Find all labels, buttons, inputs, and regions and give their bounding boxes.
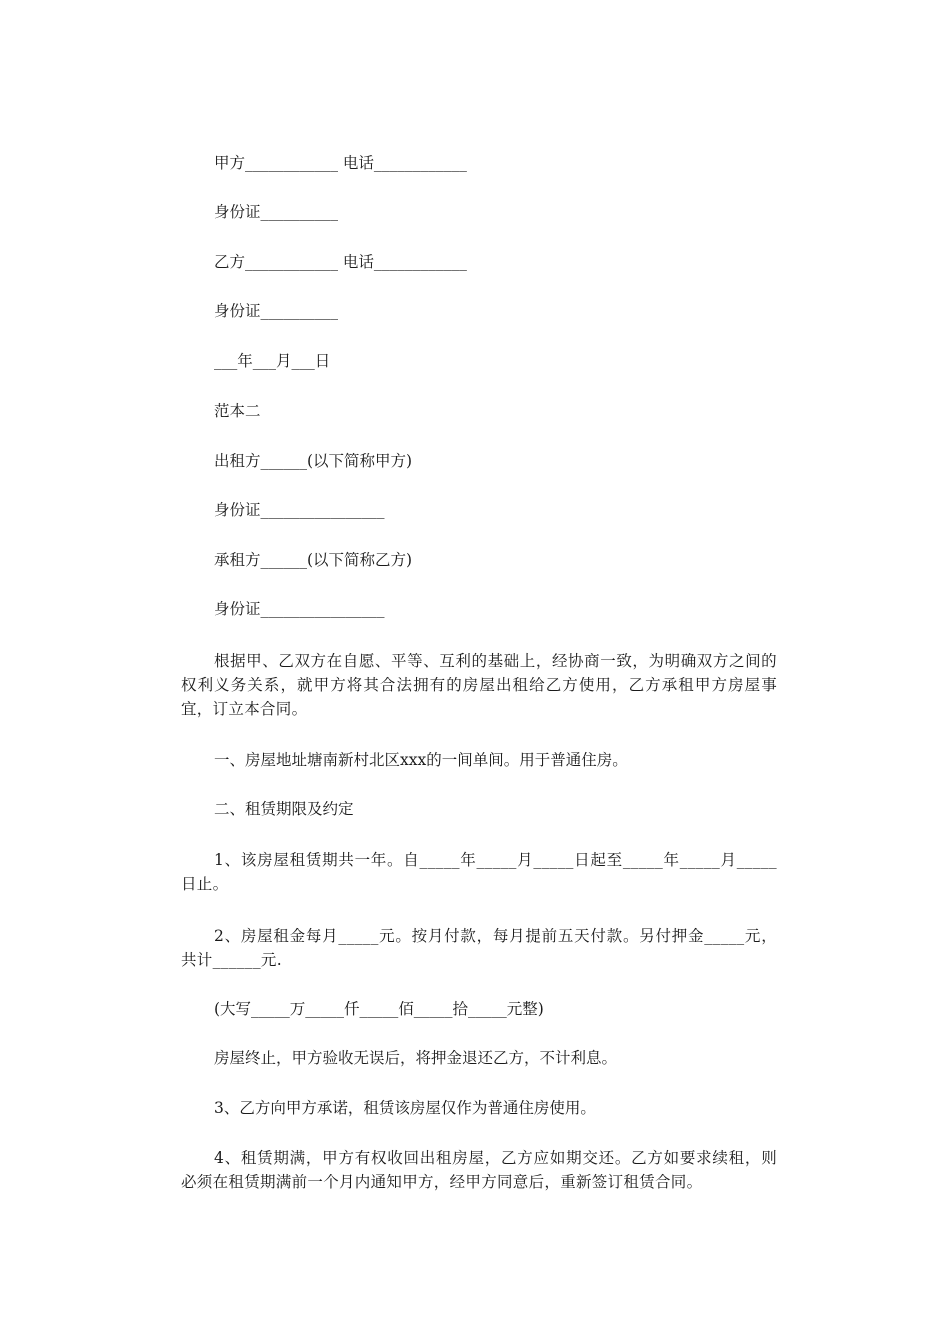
intro-paragraph: 根据甲、乙双方在自愿、平等、互利的基础上，经协商一致，为明确双方之间的权利义务关系，就甲方将其合法拥有的房屋出租给乙方使用，乙方承租甲方房屋事宜，订立本合同。 xyxy=(181,652,777,718)
lessor-line: 出租方______(以下简称甲方) xyxy=(214,452,413,470)
sample-title: 范本二 xyxy=(214,402,261,420)
party-a-id-line: 身份证__________ xyxy=(214,203,339,221)
deposit-return-line: 房屋终止，甲方验收无误后，将押金退还乙方，不计利息。 xyxy=(214,1049,618,1067)
party-a-line: 甲方____________ 电话____________ xyxy=(214,154,467,172)
clause-2-heading: 二、租赁期限及约定 xyxy=(214,800,354,818)
party-b-line: 乙方____________ 电话____________ xyxy=(214,253,467,271)
lessee-id-line: 身份证________________ xyxy=(214,600,385,618)
capital-amount-line: (大写_____万_____仟_____佰_____拾_____元整) xyxy=(214,1000,544,1018)
lessor-id-line: 身份证________________ xyxy=(214,501,385,519)
item-2: 2、房屋租金每月_____元。按月付款，每月提前五天付款。另付押金_____元，共计______元. xyxy=(181,927,777,969)
item-4: 4、租赁期满，甲方有权收回出租房屋，乙方应如期交还。乙方如要求续租，则必须在租赁期满前一个月内通知甲方，经甲方同意后，重新签订租赁合同。 xyxy=(181,1149,777,1191)
party-b-id-line: 身份证__________ xyxy=(214,302,339,320)
item-3: 3、乙方向甲方承诺，租赁该房屋仅作为普通住房使用。 xyxy=(214,1099,596,1117)
date-line: ___年___月___日 xyxy=(214,352,331,370)
clause-1: 一、房屋地址塘南新村北区xxx的一间单间。用于普通住房。 xyxy=(214,751,628,769)
lessee-line: 承租方______(以下简称乙方) xyxy=(214,551,413,569)
item-1: 1、该房屋租赁期共一年。自_____年_____月_____日起至_____年_____月_____日止。 xyxy=(181,851,777,893)
